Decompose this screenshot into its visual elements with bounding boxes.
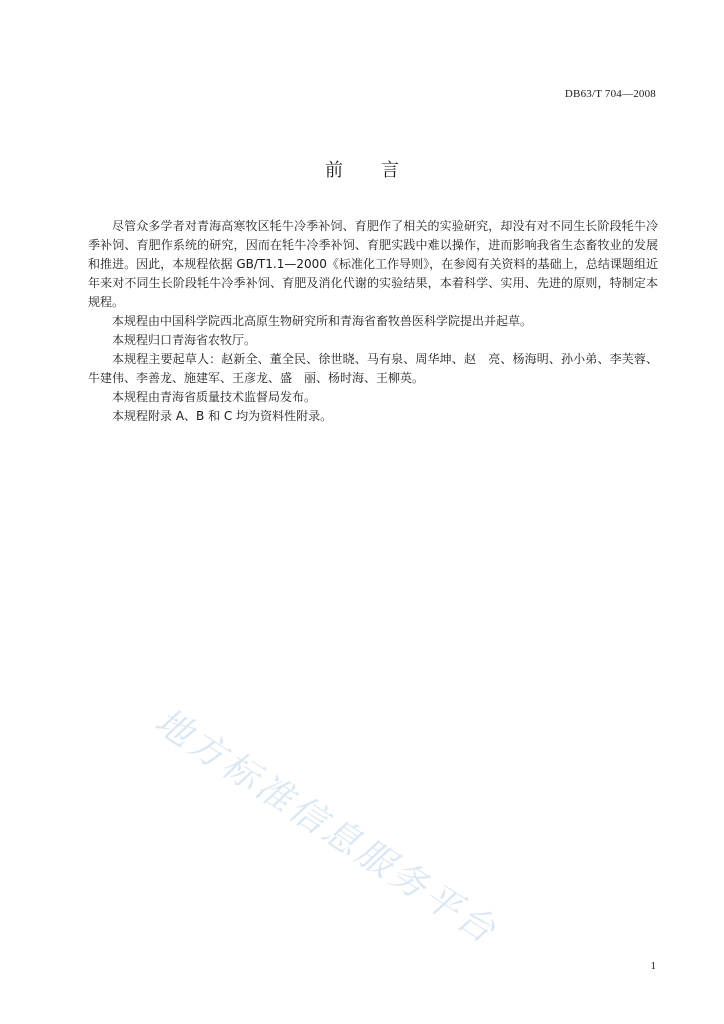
paragraph-background: 尽管众多学者对青海高寒牧区牦牛冷季补饲、育肥作了相关的实验研究，却没有对不同生长阶段牦牛冷季补饲、育肥作系统的研究，因而在牦牛冷季补饲、育肥实践中难以操作，进而影响我省生态畜牧业的发展和推进。因此，本规程依据 GB/T1.1—2000《标准化工作导则》，在参阅有关资料的基础上，总结课题组近年来对不同生长阶段牦牛冷季补饲、育肥及消化代谢的实验结果，本着科学、实用、先进的原则，特制定本规程。 <box>88 219 658 309</box>
paragraph-appendices: 本规程附录 A、B 和 C 均为资料性附录。 <box>112 409 333 423</box>
standard-code: DB63/T 704—2008 <box>564 88 656 100</box>
page-number: 1 <box>650 960 656 972</box>
paragraph-publisher: 本规程由青海省质量技术监督局发布。 <box>112 390 317 404</box>
foreword-body <box>88 217 658 426</box>
page-title: 前言 <box>325 160 437 181</box>
watermark: 地方标准信息服务平台 <box>147 700 506 954</box>
paragraph-proposer: 本规程由中国科学院西北高原生物研究所和青海省畜牧兽医科学院提出并起草。 <box>112 314 533 328</box>
paragraph-competent-authority: 本规程归口青海省农牧厅。 <box>112 333 257 347</box>
paragraph-drafters: 本规程主要起草人：赵新全、董全民、徐世晓、马有泉、周华坤、赵 亮、杨海明、孙小弟、李芙蓉、牛建伟、李善龙、施建军、王彦龙、盛 丽、杨时海、王柳英。 <box>88 352 658 385</box>
